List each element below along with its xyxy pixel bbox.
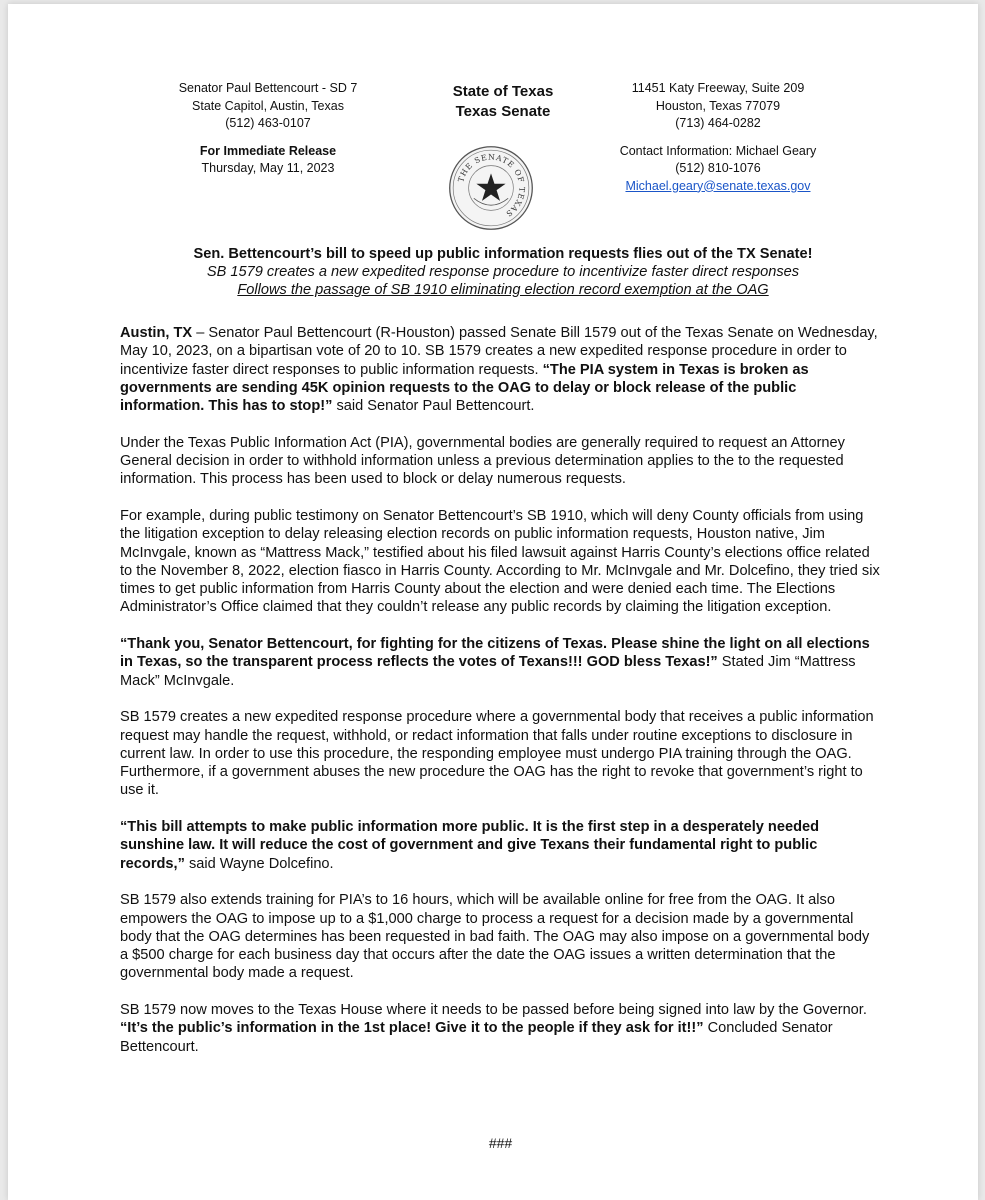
senate-label: Texas Senate	[455, 103, 551, 120]
contact-phone: (512) 810-1076	[675, 161, 761, 175]
contact-email-link[interactable]: Michael.geary@senate.texas.gov	[625, 178, 811, 193]
quote-dolcefino: “This bill attempts to make public information more public. It is the first step in a desperately needed sunshine law. It will reduce the cost of government and give Texans their fundamental right to public records,”	[120, 819, 820, 872]
dateline: Austin, TX	[120, 325, 193, 341]
headline-block	[108, 245, 898, 299]
contact-name: Contact Information: Michael Geary	[619, 143, 817, 158]
paragraph-mack-quote: “Thank you, Senator Bettencourt, for fighting for the citizens of Texas. Please shine the light on all elections in Texas, so the transparent process reflects the votes of Texans!!! GOD bless Texas!” Stated Jim “Mattress Mack” McInvgale.	[120, 636, 870, 689]
release-label: For Immediate Release	[199, 143, 337, 158]
district-city: Houston, Texas 77079	[655, 98, 781, 113]
paragraph-procedure: SB 1579 creates a new expedited response procedure where a governmental body that receives a public information request may handle the request, withhold, or redact information that falls under routine exceptions to disclosure in current law. In order to use this procedure, the responding employee must undergo PIA training through the OAG. Furthermore, if a government abuses the new procedure the OAG has the right to revoke that government’s right to use it.	[120, 709, 874, 799]
district-address: 11451 Katy Freeway, Suite 209	[631, 81, 805, 95]
quote-bettencourt: “The PIA system in Texas is broken as governments are sending 45K opinion requests to the OAG to delay or block release of the public information. This has to stop!”	[120, 361, 809, 415]
state-senate-heading	[428, 82, 578, 122]
texas-senate-seal-icon	[448, 145, 534, 231]
press-release-page	[8, 4, 978, 1200]
paragraph-next-steps: SB 1579 now moves to the Texas House where it needs to be passed before being signed into law by the Governor. “It’s the public’s information in the 1st place! Give it to the people if they ask for it!!” Concluded Senator Bettencourt.	[120, 1001, 867, 1055]
capitol-phone: (512) 463-0107	[225, 116, 311, 130]
sender-office-block	[158, 80, 378, 178]
paragraph-dolcefino-quote: “This bill attempts to make public information more public. It is the first step in a desperately needed sunshine law. It will reduce the cost of government and give Texans their fundamental right to public records,” said Wayne Dolcefino.	[120, 819, 820, 872]
quote-closing: “It’s the public’s information in the 1st place! Give it to the people if they ask for it!!”	[120, 1020, 704, 1037]
paragraph-pia: Under the Texas Public Information Act (PIA), governmental bodies are generally required to request an Attorney General decision in order to withhold information unless a previous determination applies to the to the requested information. This process has been used to block or delay numerous requests.	[120, 434, 845, 488]
district-phone: (713) 464-0282	[675, 116, 761, 130]
senator-name: Senator Paul Bettencourt - SD 7	[178, 81, 358, 95]
paragraph-intro: Austin, TX – Senator Paul Bettencourt (R-Houston) passed Senate Bill 1579 out of the Texas Senate on Wednesday, May 10, 2023, on a bipartisan vote of 20 to 10. SB 1579 creates a new expedited response procedure in order to incentivize faster direct responses to public information requests. “The PIA system in Texas is broken as governments are sending 45K opinion requests to the OAG to delay or block release of the public information. This has to stop!” said Senator Paul Bettencourt.	[120, 325, 878, 415]
quote-mack: “Thank you, Senator Bettencourt, for fighting for the citizens of Texas. Please shine the light on all elections in Texas, so the transparent process reflects the votes of Texans!!! GOD bless Texas!”	[120, 636, 870, 671]
capitol-address: State Capitol, Austin, Texas	[192, 98, 344, 113]
district-office-block	[593, 80, 843, 195]
headline-subtitle-2: Follows the passage of SB 1910 eliminating election record exemption at the OAG	[237, 282, 769, 298]
paragraph-example: For example, during public testimony on Senator Bettencourt’s SB 1910, which will deny County officials from using the litigation exception to delay releasing election records on public information requests, Houston native, Jim McInvgale, known as “Mattress Mack,” testified about his filed lawsuit against Harris County’s elections office related to the November 8, 2022, election fiasco in Harris County. According to Mr. McInvgale and Mr. Dolcefino, they tried six times to get public information from Harris County about the election and were denied each time. The Elections Administrator’s Office claimed that they couldn’t release any public records by claiming the litigation exception.	[120, 507, 880, 616]
state-label: State of Texas	[452, 83, 554, 100]
end-mark: ###	[488, 1135, 513, 1151]
headline-subtitle: SB 1579 creates a new expedited response procedure to incentivize faster direct responses	[206, 264, 800, 280]
release-date: Thursday, May 11, 2023	[201, 161, 335, 175]
headline-title: Sen. Bettencourt’s bill to speed up public information requests flies out of the TX Senate!	[193, 246, 813, 262]
article-body	[120, 324, 880, 1074]
seal-lettering: THE SENATE OF TEXAS	[456, 152, 527, 219]
paragraph-training: SB 1579 also extends training for PIA’s to 16 hours, which will be available online for free from the OAG. It also empowers the OAG to impose up to a $1,000 charge to process a request for a decision made by a governmental body that the OAG determines has been requested in bad faith. The OAG may also impose on a governmental body a $500 charge for each business day that occurs after the date the OAG issues a written determination that the governmental body made a request.	[120, 892, 870, 982]
